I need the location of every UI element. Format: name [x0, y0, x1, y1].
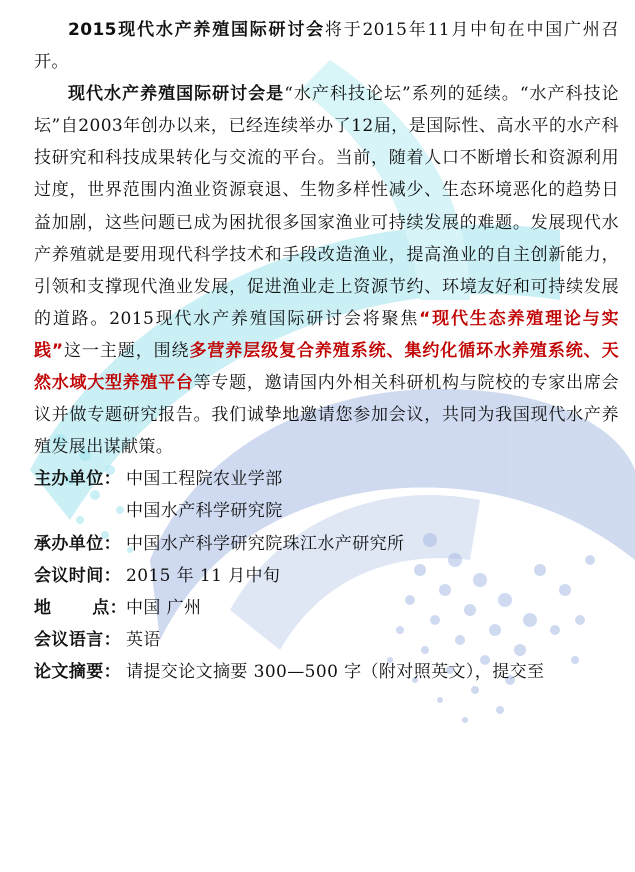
- conference-theme: “现代生态养殖理论与实践”: [34, 308, 619, 361]
- organizer-value-2: 中国水产科学研究院: [126, 501, 283, 522]
- language-value: 英语: [126, 629, 161, 650]
- place-row: [34, 592, 619, 624]
- organizer-label: 主办单位：: [34, 469, 121, 490]
- time-row: [34, 560, 619, 592]
- abstract-row: [34, 656, 619, 688]
- place-label-part-1: 地: [34, 597, 52, 618]
- place-value: 中国 广州: [126, 597, 202, 618]
- conference-info: [34, 463, 619, 688]
- body-text-2: 这一主题，围绕: [63, 340, 190, 361]
- host-row: [34, 528, 619, 560]
- language-label: 会议语言：: [34, 629, 121, 650]
- abstract-value: 请提交论文摘要 300—500 字（附对照英文），提交至: [126, 661, 545, 682]
- host-label: 承办单位：: [34, 533, 121, 554]
- host-value: 中国水产科学研究院珠江水产研究所: [126, 533, 405, 554]
- conference-topics: 多营养层级复合养殖系统、集约化循环水养殖系统、天然水域大型养殖平台: [34, 340, 619, 394]
- place-label: [34, 592, 126, 624]
- organizer-label-spacer: [34, 495, 126, 527]
- language-row: [34, 624, 619, 656]
- organizer-row: [34, 463, 619, 495]
- place-label-part-2: 点：: [92, 597, 128, 618]
- body-text-1: “水产科技论坛”系列的延续。“水产科技论坛”自2003年创办以来，已经连续举办了12届，是国际性、高水平的水产科技研究和科技成果转化与交流的平台。当前，随着人口不断增长和资源利用过度，世界范围内渔业资源衰退、生物多样性减少、生态环境恶化的趋势日益加剧，这些问题已成为困扰很多国家渔业可持续发展的难题。发展现代水产养殖就是要用现代科学技术和手段改造渔业，提高渔业的自主创新能力，引领和支撑现代渔业发展，促进渔业走上资源节约、环境友好和可持续发展的道路。2015现代水产养殖国际研讨会将聚焦: [34, 84, 619, 329]
- body-paragraph: [34, 78, 619, 463]
- abstract-label: 论文摘要：: [34, 661, 121, 682]
- time-value: 2015 年 11 月中旬: [126, 565, 281, 586]
- time-label: 会议时间：: [34, 565, 121, 586]
- organizer-value-1: 中国工程院农业学部: [126, 469, 283, 490]
- body-event-name: 现代水产养殖国际研讨会是: [68, 84, 285, 105]
- body-text-3: 等专题，邀请国内外相关科研机构与院校的专家出席会议并做专题研究报告。我们诚挚地邀请您参加会议，共同为我国现代水产养殖发展出谋献策。: [34, 373, 619, 458]
- intro-sentence: 将于2015年11月中旬在中国广州召开。: [34, 20, 619, 73]
- intro-event-name: 2015现代水产养殖国际研讨会: [68, 20, 325, 40]
- organizer-row-2: [34, 495, 619, 527]
- intro-paragraph: [34, 14, 619, 78]
